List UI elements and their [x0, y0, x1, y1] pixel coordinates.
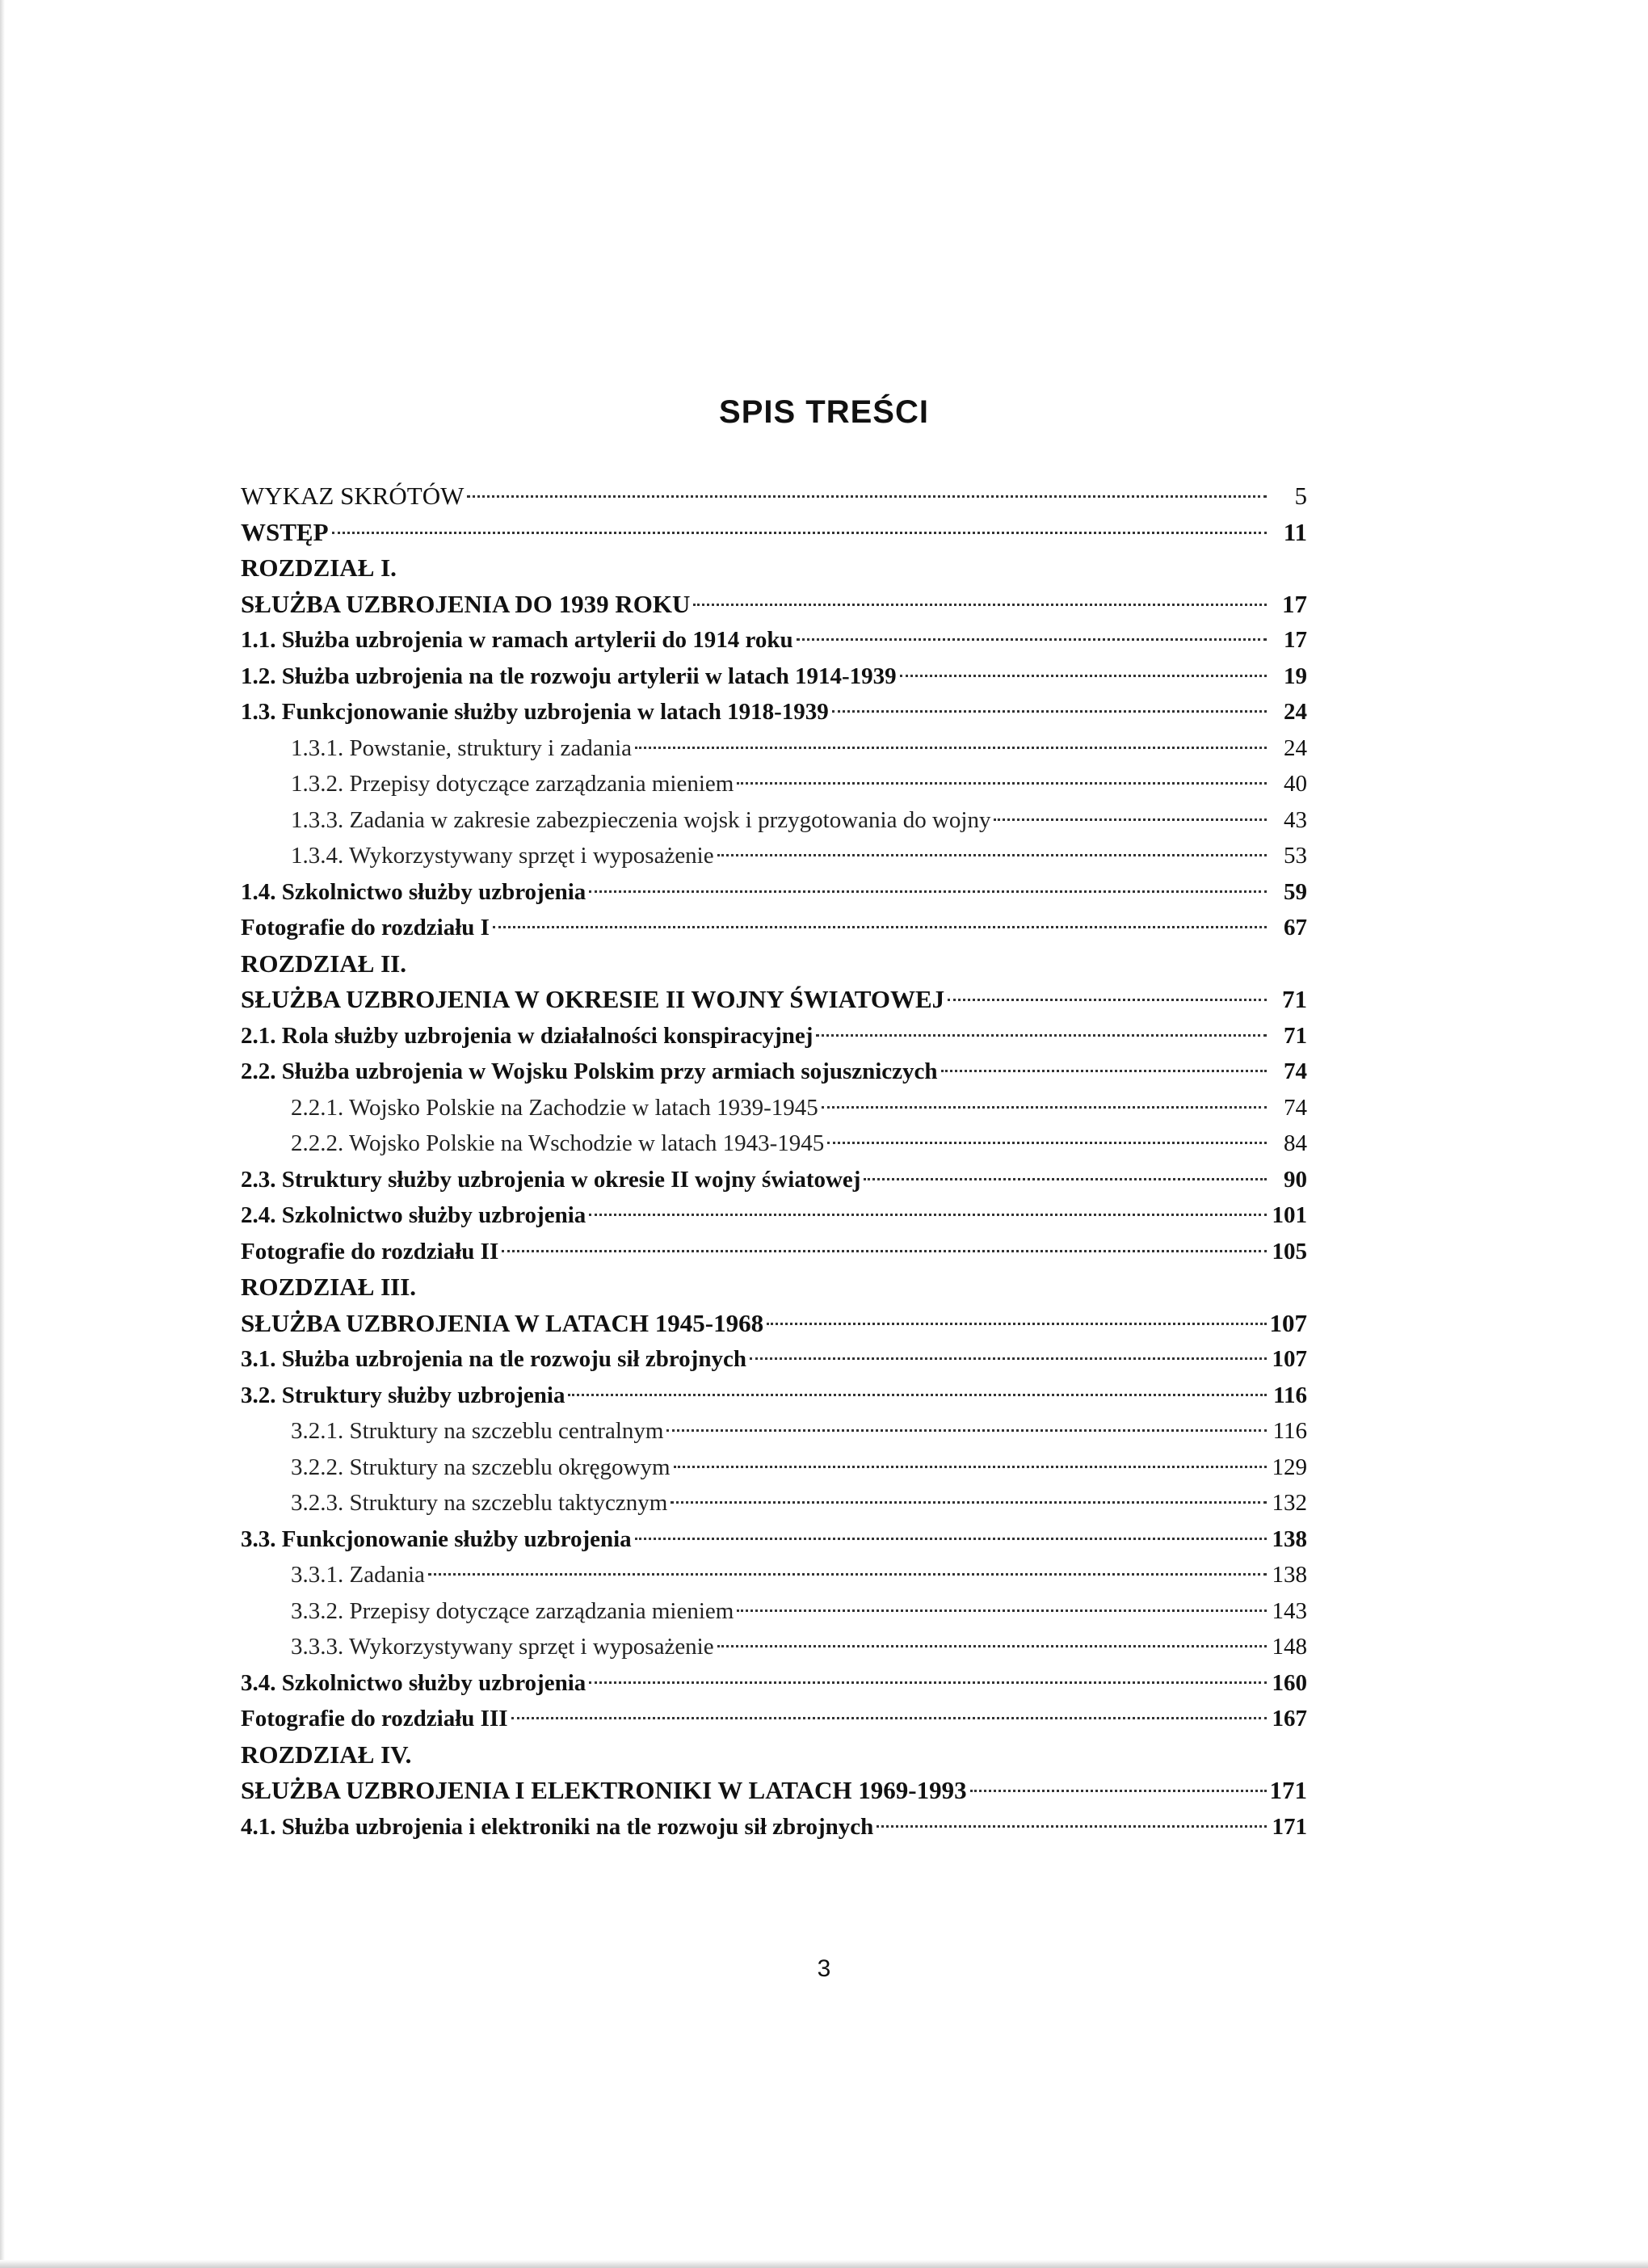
toc-entry — [241, 1090, 1307, 1126]
table-of-contents — [241, 478, 1307, 1845]
dot-leader — [635, 747, 1267, 749]
toc-entry-page: 5 — [1294, 482, 1307, 510]
toc-entry — [241, 802, 1307, 839]
toc-entry-page: 167 — [1272, 1706, 1307, 1732]
dot-leader — [750, 1357, 1267, 1360]
dot-leader — [428, 1573, 1267, 1576]
dot-leader — [502, 1250, 1267, 1252]
toc-entry — [241, 1629, 1307, 1665]
toc-chapter-heading — [241, 1737, 1307, 1774]
toc-entry-page: 24 — [1284, 734, 1307, 761]
toc-entry-page: 84 — [1284, 1130, 1307, 1156]
dot-leader — [717, 854, 1267, 856]
toc-entry — [241, 766, 1307, 802]
toc-entry-label: SŁUŻBA UZBROJENIA W OKRESIE II WOJNY ŚWIATOWEJ — [241, 985, 945, 1013]
toc-entry-label: ROZDZIAŁ III. — [241, 1273, 417, 1301]
toc-entry — [241, 1126, 1307, 1162]
toc-entry — [241, 1378, 1307, 1414]
toc-entry — [241, 1450, 1307, 1486]
toc-entry-label: 2.3. Struktury służby uzbrojenia w okresie II wojny światowej — [241, 1166, 861, 1193]
toc-entry-page: 160 — [1272, 1669, 1307, 1696]
toc-entry-label: 1.2. Służba uzbrojenia na tle rozwoju artylerii w latach 1914-1939 — [241, 663, 897, 689]
toc-entry-page: 101 — [1272, 1202, 1307, 1228]
toc-entry — [241, 1557, 1307, 1593]
toc-entry — [241, 1234, 1307, 1270]
toc-entry-label: 3.3.3. Wykorzystywany sprzęt i wyposażenie — [291, 1634, 714, 1660]
toc-entry — [241, 1341, 1307, 1378]
dot-leader — [797, 638, 1267, 641]
toc-entry — [241, 982, 1307, 1018]
dot-leader — [693, 604, 1267, 606]
toc-entry-page: 74 — [1284, 1094, 1307, 1121]
toc-entry-page: 11 — [1283, 517, 1307, 546]
dot-leader — [737, 1609, 1267, 1612]
toc-entry-label: WYKAZ SKRÓTÓW — [241, 482, 465, 510]
toc-entry-page: 171 — [1269, 1776, 1307, 1804]
toc-entry-label: ROZDZIAŁ I. — [241, 553, 397, 582]
dot-leader — [511, 1717, 1267, 1719]
toc-entry — [241, 1018, 1307, 1054]
toc-entry-label: 3.2.3. Struktury na szczeblu taktycznym — [291, 1490, 668, 1516]
dot-leader — [832, 710, 1267, 713]
toc-entry-label: Fotografie do rozdziału II — [241, 1238, 499, 1264]
dot-leader — [717, 1645, 1267, 1647]
dot-leader — [864, 1178, 1267, 1180]
toc-entry-page: 71 — [1284, 1022, 1307, 1049]
toc-entry-label: ROZDZIAŁ II. — [241, 949, 406, 978]
toc-entry — [241, 478, 1307, 515]
toc-entry-label: 1.4. Szkolnictwo służby uzbrojenia — [241, 878, 586, 905]
toc-entry-page: 116 — [1273, 1382, 1307, 1408]
toc-entry-label: 3.2. Struktury służby uzbrojenia — [241, 1382, 565, 1408]
toc-entry — [241, 694, 1307, 730]
toc-entry-page: 53 — [1284, 843, 1307, 869]
toc-entry-label: SŁUŻBA UZBROJENIA I ELEKTRONIKI W LATACH 1969-1993 — [241, 1776, 967, 1804]
toc-entry-label: SŁUŻBA UZBROJENIA W LATACH 1945-1968 — [241, 1308, 764, 1337]
dot-leader — [767, 1323, 1266, 1325]
toc-entry-label: 1.3.1. Powstanie, struktury i zadania — [291, 734, 633, 761]
toc-entry-label: 3.2.2. Struktury na szczeblu okręgowym — [291, 1454, 671, 1480]
toc-entry-page: 17 — [1282, 589, 1307, 618]
toc-entry — [241, 730, 1307, 767]
toc-chapter-heading — [241, 550, 1307, 587]
dot-leader — [822, 1106, 1267, 1109]
toc-entry-page: 43 — [1284, 806, 1307, 833]
toc-entry-page: 59 — [1284, 878, 1307, 905]
toc-entry-page: 90 — [1284, 1166, 1307, 1193]
toc-entry — [241, 622, 1307, 659]
toc-entry-page: 67 — [1284, 915, 1307, 940]
toc-entry — [241, 1701, 1307, 1737]
toc-entry-label: 2.2.1. Wojsko Polskie na Zachodzie w latach 1939-1945 — [291, 1094, 818, 1121]
toc-entry-label: 2.4. Szkolnictwo służby uzbrojenia — [241, 1202, 586, 1228]
toc-entry — [241, 1521, 1307, 1558]
dot-leader — [589, 1681, 1267, 1684]
toc-entry — [241, 1197, 1307, 1234]
toc-entry-page: 138 — [1272, 1525, 1307, 1552]
dot-leader — [827, 1142, 1267, 1144]
toc-entry-label: 1.3. Funkcjonowanie służby uzbrojenia w latach 1918-1939 — [241, 699, 829, 725]
toc-entry-page: 132 — [1272, 1490, 1307, 1516]
toc-entry-page: 171 — [1272, 1813, 1307, 1840]
toc-entry — [241, 1413, 1307, 1450]
toc-entry — [241, 910, 1307, 946]
toc-entry-label: 3.2.1. Struktury na szczeblu centralnym — [291, 1418, 664, 1444]
toc-entry-page: 105 — [1272, 1238, 1307, 1264]
toc-entry-label: 1.3.3. Zadania w zakresie zabezpieczenia wojsk i przygotowania do wojny — [291, 806, 991, 833]
toc-entry — [241, 1054, 1307, 1090]
toc-entry-label: 1.1. Służba uzbrojenia w ramach artylerii do 1914 roku — [241, 627, 793, 653]
toc-entry-page: 24 — [1284, 699, 1307, 725]
toc-entry-label: Fotografie do rozdziału III — [241, 1706, 508, 1732]
toc-entry — [241, 587, 1307, 623]
toc-entry-page: 116 — [1272, 1418, 1307, 1444]
dot-leader — [589, 1214, 1267, 1216]
toc-entry-page: 71 — [1282, 985, 1307, 1013]
scan-edge — [0, 0, 5, 2268]
toc-entry-label: 3.3. Funkcjonowanie służby uzbrojenia — [241, 1525, 632, 1552]
toc-entry-label: ROZDZIAŁ IV. — [241, 1740, 412, 1769]
dot-leader — [467, 495, 1267, 498]
dot-leader — [970, 1790, 1267, 1792]
toc-entry-label: 2.2. Służba uzbrojenia w Wojsku Polskim przy armiach sojuszniczych — [241, 1058, 938, 1084]
toc-entry-label: 1.3.2. Przepisy dotyczące zarządzania mieniem — [291, 771, 734, 797]
toc-entry-label: 3.3.1. Zadania — [291, 1562, 425, 1588]
toc-chapter-heading — [241, 1269, 1307, 1306]
toc-entry — [241, 659, 1307, 695]
dot-leader — [737, 782, 1267, 785]
toc-entry-label: 1.3.4. Wykorzystywany sprzęt i wyposażenie — [291, 843, 714, 869]
toc-entry — [241, 1809, 1307, 1845]
toc-entry — [241, 1773, 1307, 1809]
dot-leader — [332, 532, 1267, 534]
toc-entry-page: 148 — [1272, 1634, 1307, 1660]
scan-edge-bottom — [0, 2260, 1648, 2268]
dot-leader — [941, 1070, 1267, 1072]
toc-entry-page: 129 — [1272, 1454, 1307, 1480]
dot-leader — [666, 1429, 1267, 1432]
toc-entry-label: SŁUŻBA UZBROJENIA DO 1939 ROKU — [241, 589, 691, 618]
toc-entry-page: 19 — [1284, 663, 1307, 689]
page-number: 3 — [817, 1955, 831, 1982]
toc-entry-page: 107 — [1272, 1346, 1307, 1372]
dot-leader — [674, 1466, 1267, 1468]
toc-entry-page: 107 — [1269, 1308, 1307, 1337]
toc-entry — [241, 1665, 1307, 1702]
dot-leader — [900, 675, 1267, 677]
toc-entry-page: 40 — [1284, 771, 1307, 797]
dot-leader — [994, 818, 1267, 821]
toc-entry — [241, 1306, 1307, 1342]
toc-entry-label: 3.4. Szkolnictwo służby uzbrojenia — [241, 1669, 586, 1696]
toc-entry-label: 3.1. Służba uzbrojenia na tle rozwoju sił zbrojnych — [241, 1346, 746, 1372]
dot-leader — [948, 999, 1267, 1001]
toc-entry — [241, 515, 1307, 551]
dot-leader — [589, 890, 1267, 893]
toc-entry — [241, 874, 1307, 911]
toc-entry-label: WSTĘP — [241, 517, 329, 546]
page-title: SPIS TREŚCI — [719, 394, 929, 430]
toc-entry — [241, 838, 1307, 874]
dot-leader — [816, 1034, 1267, 1037]
toc-entry-page: 17 — [1284, 627, 1307, 653]
toc-entry-page: 143 — [1272, 1597, 1307, 1624]
toc-entry-page: 138 — [1272, 1562, 1307, 1588]
toc-entry-label: 3.3.2. Przepisy dotyczące zarządzania mieniem — [291, 1597, 734, 1624]
toc-entry-page: 74 — [1284, 1058, 1307, 1084]
toc-entry-label: Fotografie do rozdziału I — [241, 915, 490, 940]
dot-leader — [568, 1394, 1267, 1396]
toc-entry-label: 2.2.2. Wojsko Polskie na Wschodzie w latach 1943-1945 — [291, 1130, 825, 1156]
toc-entry-label: 2.1. Rola służby uzbrojenia w działalności konspiracyjnej — [241, 1022, 813, 1049]
toc-entry — [241, 1593, 1307, 1630]
toc-chapter-heading — [241, 946, 1307, 983]
toc-entry-label: 4.1. Służba uzbrojenia i elektroniki na tle rozwoju sił zbrojnych — [241, 1813, 874, 1840]
dot-leader — [877, 1825, 1267, 1828]
toc-entry — [241, 1162, 1307, 1198]
toc-entry — [241, 1485, 1307, 1521]
dot-leader — [635, 1538, 1267, 1540]
dot-leader — [671, 1501, 1267, 1504]
dot-leader — [493, 926, 1267, 928]
